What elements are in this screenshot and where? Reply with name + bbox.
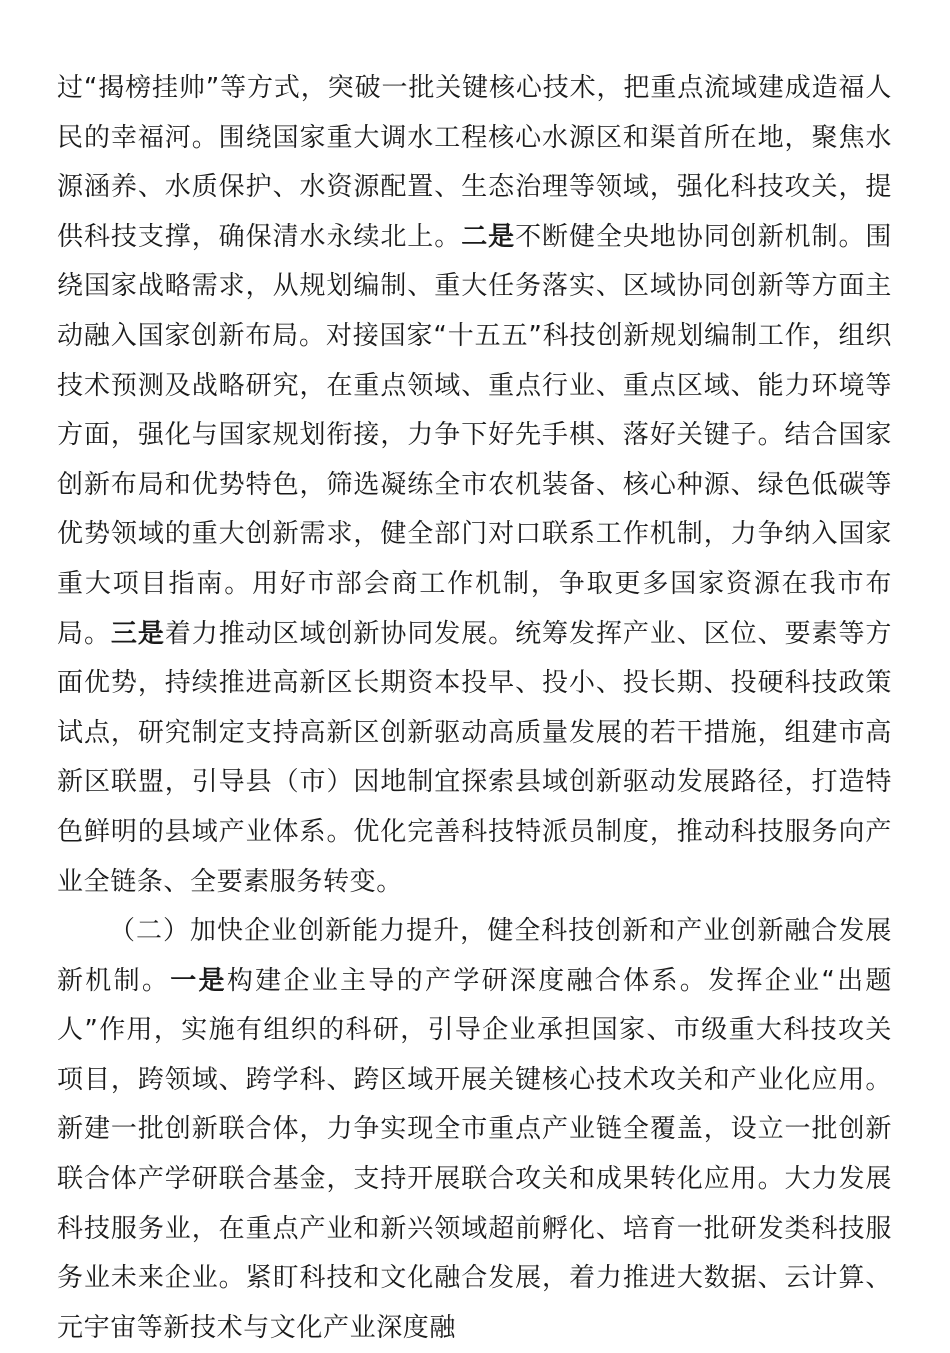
paragraph-2-text: 构建企业主导的产学研深度融合体系。发挥企业“出题人”作用，实施有组织的科研，引导企业承担国家、市级重大科技攻关项目，跨领域、跨学科、跨区域开展关键核心技术攻关和产业化应用。新建一批创新联合体，力争实现全市重点产业链全覆盖，设立一批创新联合体产学研联合基金，支持开展联合攻关和成果转化应用。大力发展科技服务业，在重点产业和新兴领域超前孵化、培育一批研发类科技服务业未来企业。紧盯科技和文化融合发展，着力推进大数据、云计算、元宇宙等新技术与文化产业深度融 xyxy=(57,965,893,1343)
body-paragraph-2 xyxy=(57,907,892,1353)
paragraph-2-ordinal-1: 一是 xyxy=(170,965,227,996)
document-page xyxy=(57,64,892,1353)
paragraph-1-text-2: 不断健全央地协同创新机制。围绕国家战略需求，从规划编制、重大任务落实、区域协同创新等方面主动融入国家创新布局。对接国家“十五五”科技创新规划编制工作，组织技术预测及战略研究，在重点领域、重点行业、重点区域、能力环境等方面，强化与国家规划衔接，力争下好先手棋、落好关键子。结合国家创新布局和优势特色，筛选凝练全市农机装备、核心种源、绿色低碳等优势领域的重大创新需求，健全部门对口联系工作机制，力争纳入国家重大项目指南。用好市部会商工作机制，争取更多国家资源在我市布局。 xyxy=(57,221,893,649)
paragraph-2-heading: （二）加快企业创新能力提升，健全科技创新和产业创新融合发展新机制。 xyxy=(57,916,892,996)
body-paragraph-1 xyxy=(57,64,892,907)
paragraph-1-text-3: 着力推动区域创新协同发展。统筹发挥产业、区位、要素等方面优势，持续推进高新区长期资本投早、投小、投长期、投硬科技政策试点，研究制定支持高新区创新驱动高质量发展的若干措施，组建市高新区联盟，引导县（市）因地制宜探索县域创新驱动发展路径，打造特色鲜明的县域产业体系。优化完善科技特派员制度，推动科技服务向产业全链条、全要素服务转变。 xyxy=(57,618,893,897)
paragraph-1-text-1: 过“揭榜挂帅”等方式，突破一批关键核心技术，把重点流域建成造福人民的幸福河。围绕国家重大调水工程核心水源区和渠首所在地，聚焦水源涵养、水质保护、水资源配置、生态治理等领域，强化科技攻关，提供科技支撑，确保清水永续北上。 xyxy=(57,73,892,252)
paragraph-1-ordinal-2: 二是 xyxy=(461,221,516,252)
paragraph-1-ordinal-3: 三是 xyxy=(110,618,165,649)
